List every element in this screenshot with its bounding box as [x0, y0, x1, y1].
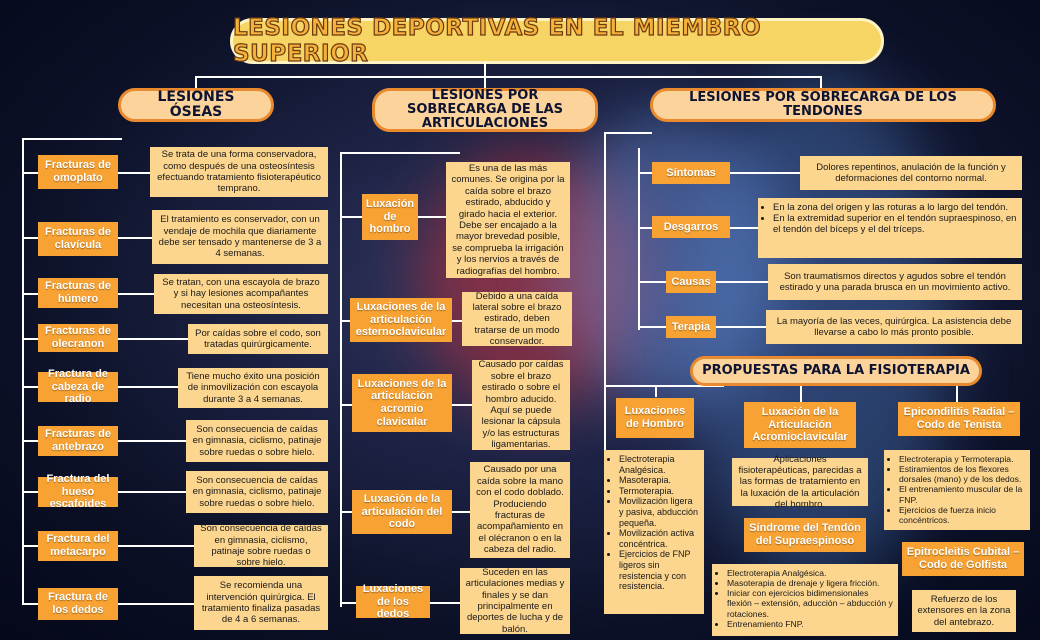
text-fracturas-olecranon: Por caídas sobre el codo, son tratadas quirúrgicamente. — [188, 324, 328, 354]
page-title: LESIONES DEPORTIVAS EN EL MIEMBRO SUPERIOR — [230, 18, 884, 64]
text-codo-golfista: Refuerzo de los extensores en la zona del antebrazo. — [912, 590, 1016, 632]
list-codo-tenista — [884, 450, 1030, 530]
text-luxacion-esternoclavicular: Debido a una caída lateral sobre el brazo estirado, deben tratarse de un modo conservador. — [462, 292, 572, 346]
list-supraespinoso — [712, 564, 898, 636]
label-terapia: Terapia — [666, 316, 716, 338]
list-item: • Electroterapia y Termoterapia. — [899, 454, 1025, 464]
list-item: • Electroterapia Analgésica. — [619, 454, 699, 475]
text-sintomas: Dolores repentinos, anulación de la función y deformaciones del contorno normal. — [800, 156, 1022, 190]
list-item: • Masoterapia. — [619, 475, 699, 486]
text-luxacion-codo: Causado por una caída sobre la mano con el codo doblado. Produciendo fracturas de acompañamiento en el olécranon o en la cabeza del radio. — [470, 462, 570, 558]
list-item: • Masoterapia de drenaje y ligera fricción. — [727, 578, 893, 588]
label-luxacion-esternoclavicular: Luxaciones de la articulación esternoclavicular — [350, 298, 452, 342]
label-fracturas-antebrazo: Fracturas de antebrazo — [38, 426, 118, 456]
label-luxacion-codo: Luxación de la articulación del codo — [352, 490, 452, 534]
list-luxaciones-hombro-fisio — [604, 450, 704, 614]
list-item: • Ejercicios de FNP ligeros sin resistencia y con resistencia. — [619, 549, 699, 591]
label-fracturas-olecranon: Fracturas de olecranon — [38, 324, 118, 352]
label-fractura-dedos: Fractura de los dedos — [38, 588, 118, 620]
list-item: • En la zona del origen y las roturas a lo largo del tendón. — [773, 202, 1017, 213]
label-luxacion-acromioclavicular: Luxaciones de la articulación acromio clavicular — [352, 374, 452, 432]
text-fracturas-humero: Se tratan, con una escayola de brazo y si hay lesiones acompañantes necesitan una osteosíntesis. — [154, 274, 328, 314]
text-fractura-metacarpo: Son consecuencia de caídas en gimnasia, ciclismo, patinaje sobre ruedas o sobre hielo. — [194, 525, 328, 567]
label-codo-tenista: Epicondilitis Radial – Codo de Tenista — [898, 402, 1020, 436]
list-item: • El entrenamiento muscular de la FNP. — [899, 484, 1025, 504]
label-causas: Causas — [666, 271, 716, 293]
label-acromioclavicular-fisio: Luxación de la Articulación Acromioclavicular — [744, 402, 856, 448]
list-item: • Ejercicios de fuerza inicio concéntricos. — [899, 505, 1025, 525]
section-lesiones-oseas: LESIONES ÓSEAS — [118, 88, 274, 122]
section-propuestas-fisioterapia: PROPUESTAS PARA LA FISIOTERAPIA — [690, 356, 982, 386]
label-luxaciones-hombro-fisio: Luxaciones de Hombro — [616, 398, 694, 438]
list-item: • En la extremidad superior en el tendón supraespinoso, en el tendón del bíceps y el del tríceps. — [773, 213, 1017, 235]
text-luxacion-acromioclavicular: Causado por caídas sobre el brazo estirado o sobre el hombro aducido. Aquí se puede lesionar la cápsula y/o las estructuras ligamentarias. — [472, 360, 570, 450]
label-fracturas-omoplato: Fracturas de omoplato — [38, 155, 118, 189]
label-codo-golfista: Epitrocleitis Cubital – Codo de Golfista — [902, 542, 1024, 576]
label-fractura-metacarpo: Fractura del metacarpo — [38, 531, 118, 561]
label-fractura-escafoides: Fractura del hueso escafoides — [38, 477, 118, 507]
section-lesiones-articulaciones: LESIONES POR SOBRECARGA DE LAS ARTICULACIONES — [372, 88, 598, 132]
list-item: • Termoterapia. — [619, 486, 699, 497]
text-acromioclavicular-fisio: Aplicaciones fisioterapéuticas, parecidas a las formas de tratamiento en la luxación de la articulación del hombro. — [732, 458, 868, 506]
label-fracturas-clavicula: Fracturas de clavícula — [38, 222, 118, 256]
label-desgarros: Desgarros — [652, 216, 730, 238]
text-causas: Son traumatismos directos y agudos sobre el tendón estirado y una parada brusca en un movimiento activo. — [768, 264, 1022, 300]
label-fracturas-humero: Fracturas de húmero — [38, 278, 118, 308]
list-item: • Movilización activa concéntrica. — [619, 528, 699, 549]
text-luxaciones-dedos: Suceden en las articulaciones medias y finales y se dan principalmente en deportes de lucha y de balón. — [460, 568, 570, 634]
section-lesiones-tendones: LESIONES POR SOBRECARGA DE LOS TENDONES — [650, 88, 996, 122]
label-supraespinoso: Síndrome del Tendón del Supraespinoso — [744, 518, 866, 552]
label-luxacion-hombro: Luxación de hombro — [362, 194, 418, 240]
list-item: • Electroterapia Analgésica. — [727, 568, 893, 578]
label-fractura-cabeza-radio: Fractura de cabeza de radio — [38, 372, 118, 402]
text-fracturas-omoplato: Se trata de una forma conservadora, como después de una osteosíntesis efectuando tratamiento fisioterapéutico temprano. — [150, 147, 328, 197]
list-item: • Estiramientos de los flexores dorsales (mano) y de los dedos. — [899, 464, 1025, 484]
text-fractura-cabeza-radio: Tiene mucho éxito una posición de inmovilización con escayola durante 3 a 4 semanas. — [178, 368, 328, 408]
text-luxacion-hombro: Es una de las más comunes. Se origina por la caída sobre el brazo estirado, abducido y girado hacia el exterior. Debe ser encajado a la mayor brevedad posible, se comprueba la irrigación y los nervios a través de radiografías del hombro. — [446, 162, 570, 278]
text-fractura-escafoides: Son consecuencia de caídas en gimnasia, ciclismo, patinaje sobre ruedas o sobre hielo. — [186, 471, 328, 513]
list-item: • Entrenamiento FNP. — [727, 619, 893, 629]
label-sintomas: Síntomas — [652, 162, 730, 184]
label-luxaciones-dedos: Luxaciones de los dedos — [356, 586, 430, 618]
text-fracturas-antebrazo: Son consecuencia de caídas en gimnasia, ciclismo, patinaje sobre ruedas o sobre hielo. — [186, 420, 328, 462]
text-fracturas-clavicula: El tratamiento es conservador, con un vendaje de mochila que diariamente debe ser tensado y mantenerse de 3 a 4 semanas. — [152, 210, 328, 264]
list-item: • Iniciar con ejercicios bidimensionales flexión – extensión, aducción – abducción y rotaciones. — [727, 588, 893, 618]
text-terapia: La mayoría de las veces, quirúrgica. La asistencia debe llevarse a cabo lo más pronto posible. — [766, 310, 1022, 344]
list-desgarros — [758, 198, 1022, 258]
list-item: • Movilización ligera y pasiva, abducción pequeña. — [619, 496, 699, 528]
text-fractura-dedos: Se recomienda una intervención quirúrgica. El tratamiento finaliza pasadas de 4 a 6 semanas. — [194, 576, 328, 630]
